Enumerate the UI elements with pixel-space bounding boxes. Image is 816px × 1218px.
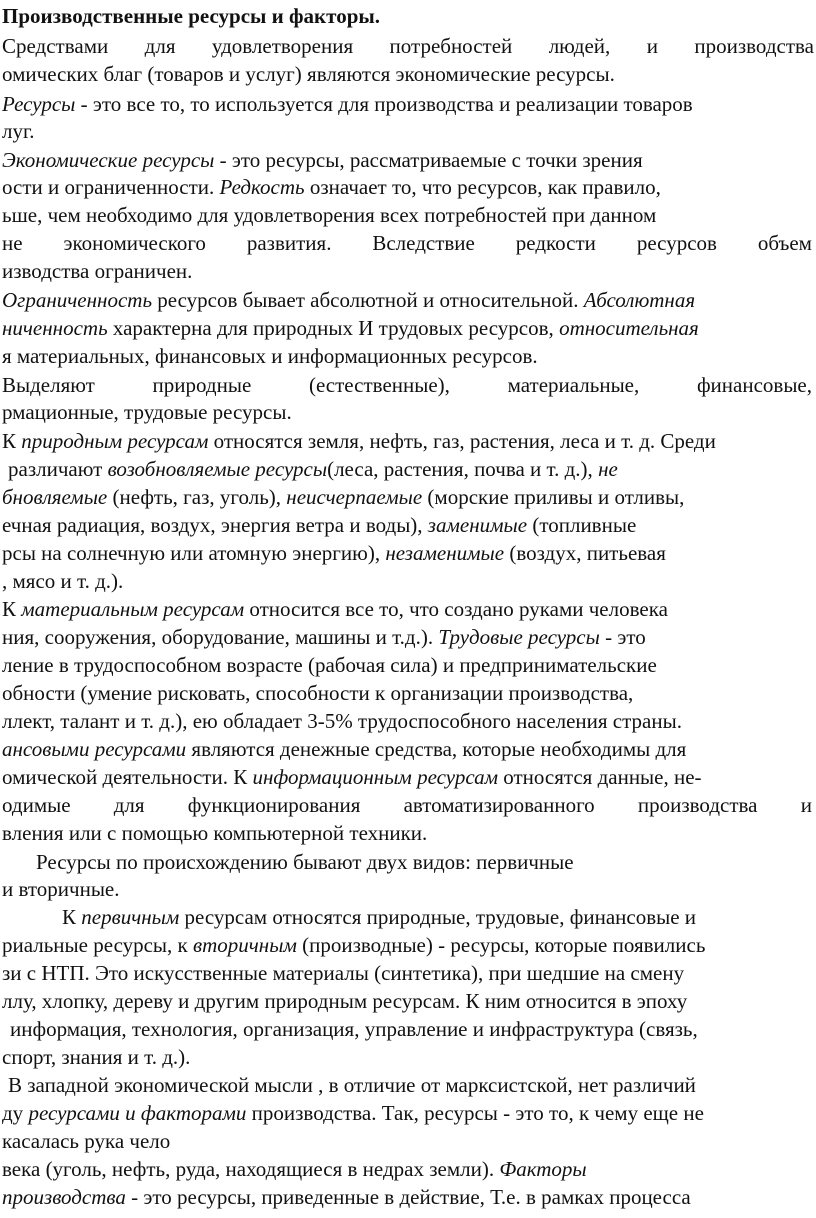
text-run: вления или с помощью компьютерной техники. (2, 821, 428, 845)
text-run: производства (637, 793, 758, 817)
text-run: и (800, 793, 812, 817)
italic-term: материальным ресурсам (21, 597, 245, 621)
text-run: различают (8, 457, 108, 481)
text-line (2, 1103, 704, 1124)
text-line (2, 571, 123, 592)
italic-term: Ограниченность (2, 288, 152, 312)
text-run: века (уголь, нефть, руда, находящиеся в недрах земли). (2, 1157, 500, 1181)
document-title: Производственные ресурсы и факторы. (2, 4, 381, 28)
text-run: относится все то, что создано руками человека (244, 597, 668, 621)
text-line (10, 1019, 698, 1040)
text-run: производства (694, 34, 814, 58)
text-run: омических благ (товаров и услуг) являются экономические ресурсы. (2, 62, 615, 86)
text-run: ресурсов (636, 231, 717, 255)
text-line (2, 318, 699, 339)
text-run: Ресурсы по происхождению бывают двух видов: первичные (36, 850, 574, 874)
text-run: объем (757, 231, 812, 255)
italic-term: заменимые (427, 513, 528, 537)
text-run: людей, (548, 34, 611, 58)
text-run: (леса, растения, почва и т. д.), (327, 457, 599, 481)
text-run: (производные) - ресурсы, которые появились (296, 933, 706, 957)
text-line (2, 627, 646, 648)
text-run: рсы на солнечную или атомную энергию), (2, 541, 386, 565)
italic-term: информационным ресурсам (252, 765, 499, 789)
text-run: - это (599, 625, 646, 649)
text-run: и вторичные. (2, 877, 120, 901)
text-run: К (2, 597, 22, 621)
text-run: автоматизированного (403, 793, 595, 817)
text-line (2, 767, 702, 788)
text-run: Выделяют (2, 373, 95, 397)
text-run: относятся данные, не- (498, 765, 702, 789)
text-run: (топливные (527, 513, 637, 537)
text-line (2, 515, 636, 536)
italic-term: производства (2, 1185, 126, 1209)
italic-term: Трудовые ресурсы (438, 625, 600, 649)
text-run: - это ресурсы, приведенные в действие, Т.е. в рамках процесса (125, 1185, 691, 1209)
text-run: удовлетворения (211, 34, 354, 58)
text-run: , мясо и т. д.). (2, 569, 124, 593)
text-run: ресурсам относятся природные, трудовые, финансовые и (179, 905, 697, 929)
text-run: ллу, хлопку, дереву и другим природным ресурсам. К ним относится в эпоху (2, 989, 688, 1013)
text-run: изводства ограничен. (2, 259, 193, 283)
text-line (62, 907, 696, 928)
text-run: для (144, 34, 176, 58)
text-run: одимые (2, 793, 71, 817)
italic-term: природным ресурсам (21, 429, 209, 453)
text-run: (воздух, питьевая (504, 541, 666, 565)
italic-term: бновляемые (2, 485, 108, 509)
text-run: (морские приливы и отливы, (422, 485, 685, 509)
text-run: ление в трудоспособном возрасте (рабочая сила) и предпринимательские (2, 653, 657, 677)
text-run: луг. (2, 119, 35, 143)
text-line (2, 739, 686, 760)
text-line (2, 402, 292, 423)
text-run: экономического (63, 231, 206, 255)
text-run: функционирования (187, 793, 361, 817)
text-line (2, 431, 716, 452)
text-run: рмационные, трудовые ресурсы. (2, 400, 292, 424)
italic-term: ниченность (2, 316, 108, 340)
text-line (2, 711, 682, 732)
italic-term: Факторы (499, 1157, 587, 1181)
italic-term: возобновляемые ресурсы (107, 457, 328, 481)
italic-term: неисчерпаемые (286, 485, 423, 509)
text-run: природные (152, 373, 252, 397)
text-line (2, 233, 812, 254)
text-line (2, 94, 693, 115)
text-run: развития. (246, 231, 332, 255)
text-run: финансовые, (696, 373, 812, 397)
text-line (2, 290, 695, 311)
text-line (2, 487, 684, 508)
text-line (2, 991, 687, 1012)
text-run: относятся земля, нефть, газ, растения, леса и т. д. Среди (208, 429, 716, 453)
italic-term: ресурсами и факторами (28, 1101, 247, 1125)
text-line (8, 1075, 696, 1096)
text-line (2, 655, 657, 676)
text-run: характерна для природных И трудовых ресурсов, (107, 316, 560, 340)
text-line (2, 823, 427, 844)
text-run: информация, технология, организация, управление и инфраструктура (связь, (10, 1017, 698, 1041)
text-run: омической деятельности. К (2, 765, 253, 789)
text-run: потребностей (389, 34, 513, 58)
italic-term: первичным (81, 905, 180, 929)
text-run: (естественные), (308, 373, 450, 397)
italic-term: вторичным (193, 933, 297, 957)
text-run: ечная радиация, воздух, энергия ветра и воды), (2, 513, 428, 537)
text-line (2, 205, 656, 226)
text-run: ллект, талант и т. д.), ею обладает 3-5% трудоспособного населения страны. (2, 709, 682, 733)
text-line (2, 795, 812, 816)
text-run: производства. Так, ресурсы - это то, к чему еще не (246, 1101, 704, 1125)
text-run: В западной экономической мысли , в отличие от марксистской, нет различий (8, 1073, 696, 1097)
text-run: для (113, 793, 145, 817)
text-run: - это ресурсы, рассматриваемые с точки зрения (214, 148, 643, 172)
italic-term: Редкость (219, 175, 305, 199)
text-line (8, 459, 618, 480)
text-line (2, 261, 192, 282)
text-line (2, 1131, 170, 1152)
text-run: ния, сооружения, оборудование, машины и т.д.). (2, 625, 439, 649)
text-line (2, 346, 538, 367)
text-line (2, 935, 705, 956)
text-line (2, 375, 812, 396)
italic-term: Экономические ресурсы (2, 148, 215, 172)
text-run: спорт, знания и т. д.). (2, 1045, 191, 1069)
text-line (36, 852, 574, 873)
text-run: не (2, 231, 23, 255)
text-line (2, 963, 684, 984)
text-run: ду (2, 1101, 29, 1125)
text-run: касалась рука чело (2, 1129, 171, 1153)
text-run: Средствами (2, 34, 109, 58)
text-line (2, 36, 814, 57)
text-run: обности (умение рисковать, способности к организации производства, (2, 681, 634, 705)
text-run: риальные ресурсы, к (2, 933, 193, 957)
text-line (2, 879, 120, 900)
text-line (2, 683, 633, 704)
text-line (2, 64, 615, 85)
italic-term: относительная (559, 316, 699, 340)
text-run: К (62, 905, 82, 929)
text-run: ости и ограниченности. (2, 175, 220, 199)
text-run: являются денежные средства, которые необходимы для (186, 737, 687, 761)
text-line (2, 1159, 587, 1180)
text-run: я материальных, финансовых и информационных ресурсов. (2, 344, 538, 368)
text-line (2, 177, 661, 198)
italic-term: ансовыми ресурсами (2, 737, 187, 761)
italic-term: Ресурсы (2, 92, 76, 116)
text-line (2, 1187, 691, 1208)
italic-term: Абсолютная (583, 288, 696, 312)
text-run: зи с НТП. Это искусственные материалы (синтетика), при шедшие на смену (2, 961, 685, 985)
text-line (2, 599, 668, 620)
text-run: материальные, (507, 373, 640, 397)
italic-term: не (598, 457, 618, 481)
text-run: и (646, 34, 658, 58)
text-line (2, 150, 643, 171)
text-run: Вследствие (372, 231, 475, 255)
text-run: ресурсов бывает абсолютной и относительной. (152, 288, 584, 312)
italic-term: незаменимые (385, 541, 505, 565)
text-run: (нефть, газ, уголь), (107, 485, 287, 509)
text-line (2, 121, 34, 142)
text-run: - это все то, то используется для производства и реализации товаров (75, 92, 693, 116)
text-run: ьше, чем необходимо для удовлетворения всех потребностей при данном (2, 203, 657, 227)
text-run: К (2, 429, 22, 453)
text-line (2, 1047, 190, 1068)
text-line (2, 543, 666, 564)
text-run: редкости (515, 231, 596, 255)
text-run: означает то, что ресурсов, как правило, (304, 175, 661, 199)
